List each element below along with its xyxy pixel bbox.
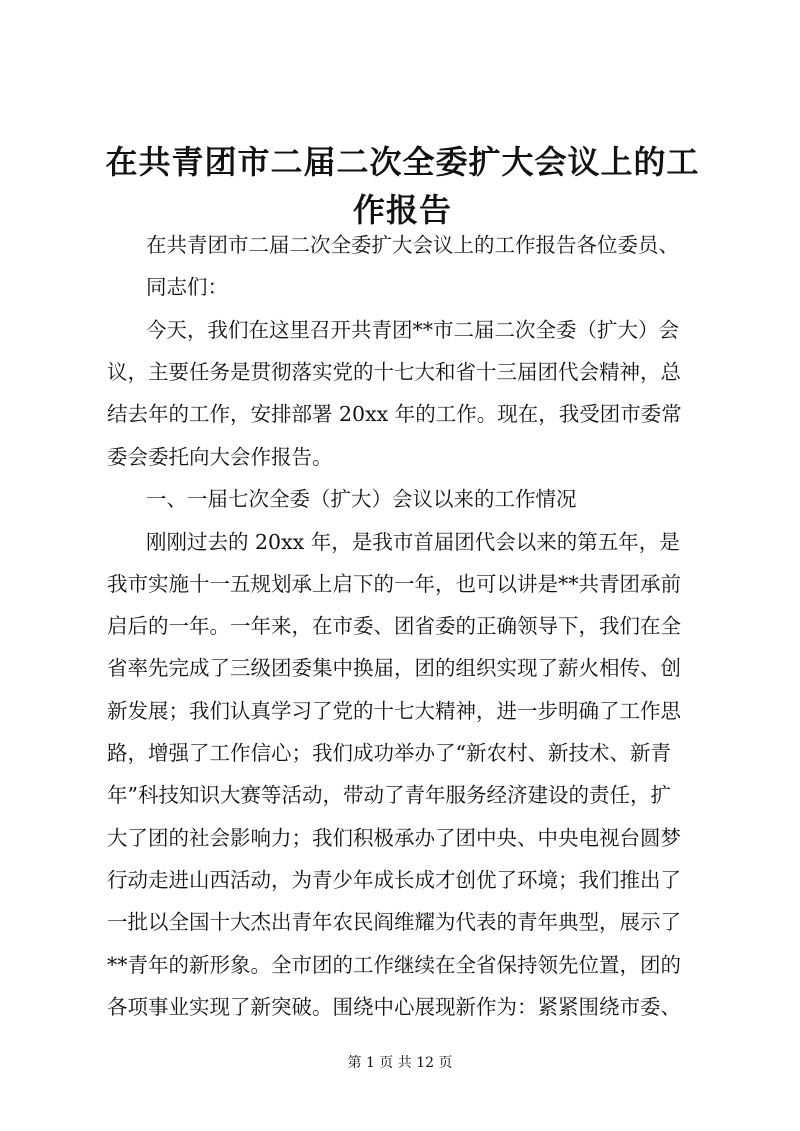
body-line: 年”科技知识大赛等活动，带动了青年服务经济建设的责任，扩 xyxy=(107,783,671,807)
body-line: 一批以全国十大杰出青年农民阎维耀为代表的青年典型，展示了 xyxy=(107,910,681,934)
body-line: 路，增强了工作信心；我们成功举办了“新农村、新技术、新青 xyxy=(107,741,671,765)
body-line: 同志们： xyxy=(146,275,228,299)
body-line: 大了团的社会影响力；我们积极承办了团中央、中央电视台圆梦 xyxy=(107,826,681,850)
document-title: 在共青团市二届二次全委扩大会议上的工作报告 xyxy=(105,143,700,229)
body-line: 今天，我们在这里召开共青团**市二届二次全委（扩大）会 xyxy=(146,318,679,342)
page-number: 第 1 页 共 12 页 xyxy=(347,1055,453,1071)
body-line: 我市实施十一五规划承上启下的一年，也可以讲是**共青团承前 xyxy=(107,572,681,596)
body-line: 委会委托向大会作报告。 xyxy=(107,445,333,469)
body-line: 新发展；我们认真学习了党的十七大精神，进一步明确了工作思 xyxy=(107,699,681,723)
body-line: 结去年的工作，安排部署 20xx 年的工作。现在，我受团市委常 xyxy=(107,402,682,426)
body-line: 启后的一年。一年来，在市委、团省委的正确领导下，我们在全 xyxy=(107,614,681,638)
body-line: 省率先完成了三级团委集中换届，团的组织实现了薪火相传、创 xyxy=(107,656,681,680)
body-line: 刚刚过去的 20xx 年，是我市首届团代会以来的第五年，是 xyxy=(146,530,680,554)
body-line: 各项事业实现了新突破。围绕中心展现新作为：紧紧围绕市委、 xyxy=(107,995,681,1019)
body-line: 在共青团市二届二次全委扩大会议上的工作报告各位委员、 xyxy=(146,233,679,257)
body-line: 行动走进山西活动，为青少年成长成才创优了环境；我们推出了 xyxy=(107,868,681,892)
body-line: 议，主要任务是贯彻落实党的十七大和省十三届团代会精神，总 xyxy=(107,360,681,384)
body-line: **青年的新形象。全市团的工作继续在全省保持领先位置，团的 xyxy=(107,953,681,977)
section-heading: 一、一届七次全委（扩大）会议以来的工作情况 xyxy=(146,487,577,511)
